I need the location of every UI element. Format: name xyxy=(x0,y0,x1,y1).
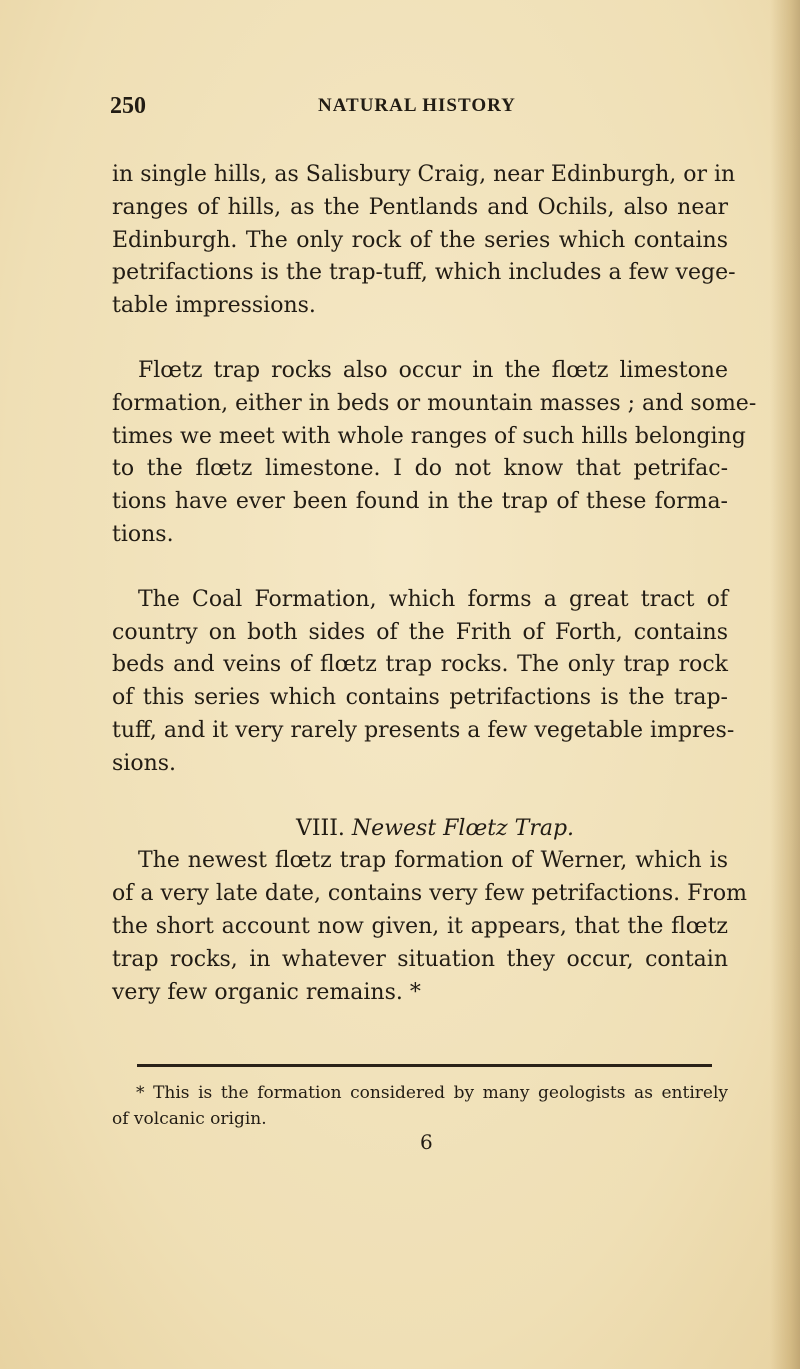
text-line: table impressions. xyxy=(112,293,316,319)
text-line: in single hills, as Salisbury Craig, near Edinburgh, or in xyxy=(112,162,736,187)
text-line: formation, either in beds or mountain masses ; and some- xyxy=(112,390,757,416)
text-line: of this series which contains petrifactions is the trap- xyxy=(112,685,728,711)
text-line: tions. xyxy=(112,521,174,547)
text-line: tuff, and it very rarely presents a few vegetable impres- xyxy=(112,717,735,743)
page-header xyxy=(110,93,670,123)
section-title: Newest Flœtz Trap. xyxy=(351,815,575,841)
paragraph-1 xyxy=(112,159,736,323)
text-line: sions. xyxy=(112,750,177,776)
text-line: ranges of hills, as the Pentlands and Ochils, also near xyxy=(112,194,728,220)
text-line: Edinburgh. The only rock of the series which contains xyxy=(112,227,728,253)
page-number: 250 xyxy=(110,93,146,119)
signature-mark: 6 xyxy=(420,1130,433,1154)
section-heading xyxy=(112,813,728,846)
footnote-line: of volcanic origin. xyxy=(112,1109,267,1129)
text-line: beds and veins of flœtz trap rocks. The only trap rock xyxy=(112,652,728,678)
text-line: times we meet with whole ranges of such hills belonging xyxy=(112,423,746,449)
paragraph-2 xyxy=(112,355,757,552)
text-line: very few organic remains. * xyxy=(112,979,421,1005)
footnote xyxy=(112,1080,728,1132)
text-line: The newest flœtz trap formation of Werner, which is xyxy=(138,848,728,874)
text-line: of a very late date, contains very few petrifactions. From xyxy=(112,881,748,907)
text-line: The Coal Formation, which forms a great tract of xyxy=(138,586,728,612)
paragraph-3 xyxy=(112,584,735,781)
text-line: to the flœtz limestone. I do not know that petrifac- xyxy=(112,456,728,482)
section-number: VIII. xyxy=(295,815,345,841)
text-line: petrifactions is the trap-tuff, which includes a few vege- xyxy=(112,260,736,286)
text-line: Flœtz trap rocks also occur in the flœtz limestone xyxy=(138,357,728,383)
body-text xyxy=(112,159,757,1009)
footnote-rule xyxy=(137,1064,712,1067)
footnote-line: * This is the formation considered by many geologists as entirely xyxy=(136,1083,728,1103)
section-viii xyxy=(112,813,748,1010)
text-line: tions have ever been found in the trap of these forma- xyxy=(112,489,728,515)
running-head: NATURAL HISTORY xyxy=(318,95,516,116)
text-line: trap rocks, in whatever situation they occur, contain xyxy=(112,946,728,972)
text-line: country on both sides of the Frith of Forth, contains xyxy=(112,619,728,645)
text-line: the short account now given, it appears, that the flœtz xyxy=(112,913,728,939)
